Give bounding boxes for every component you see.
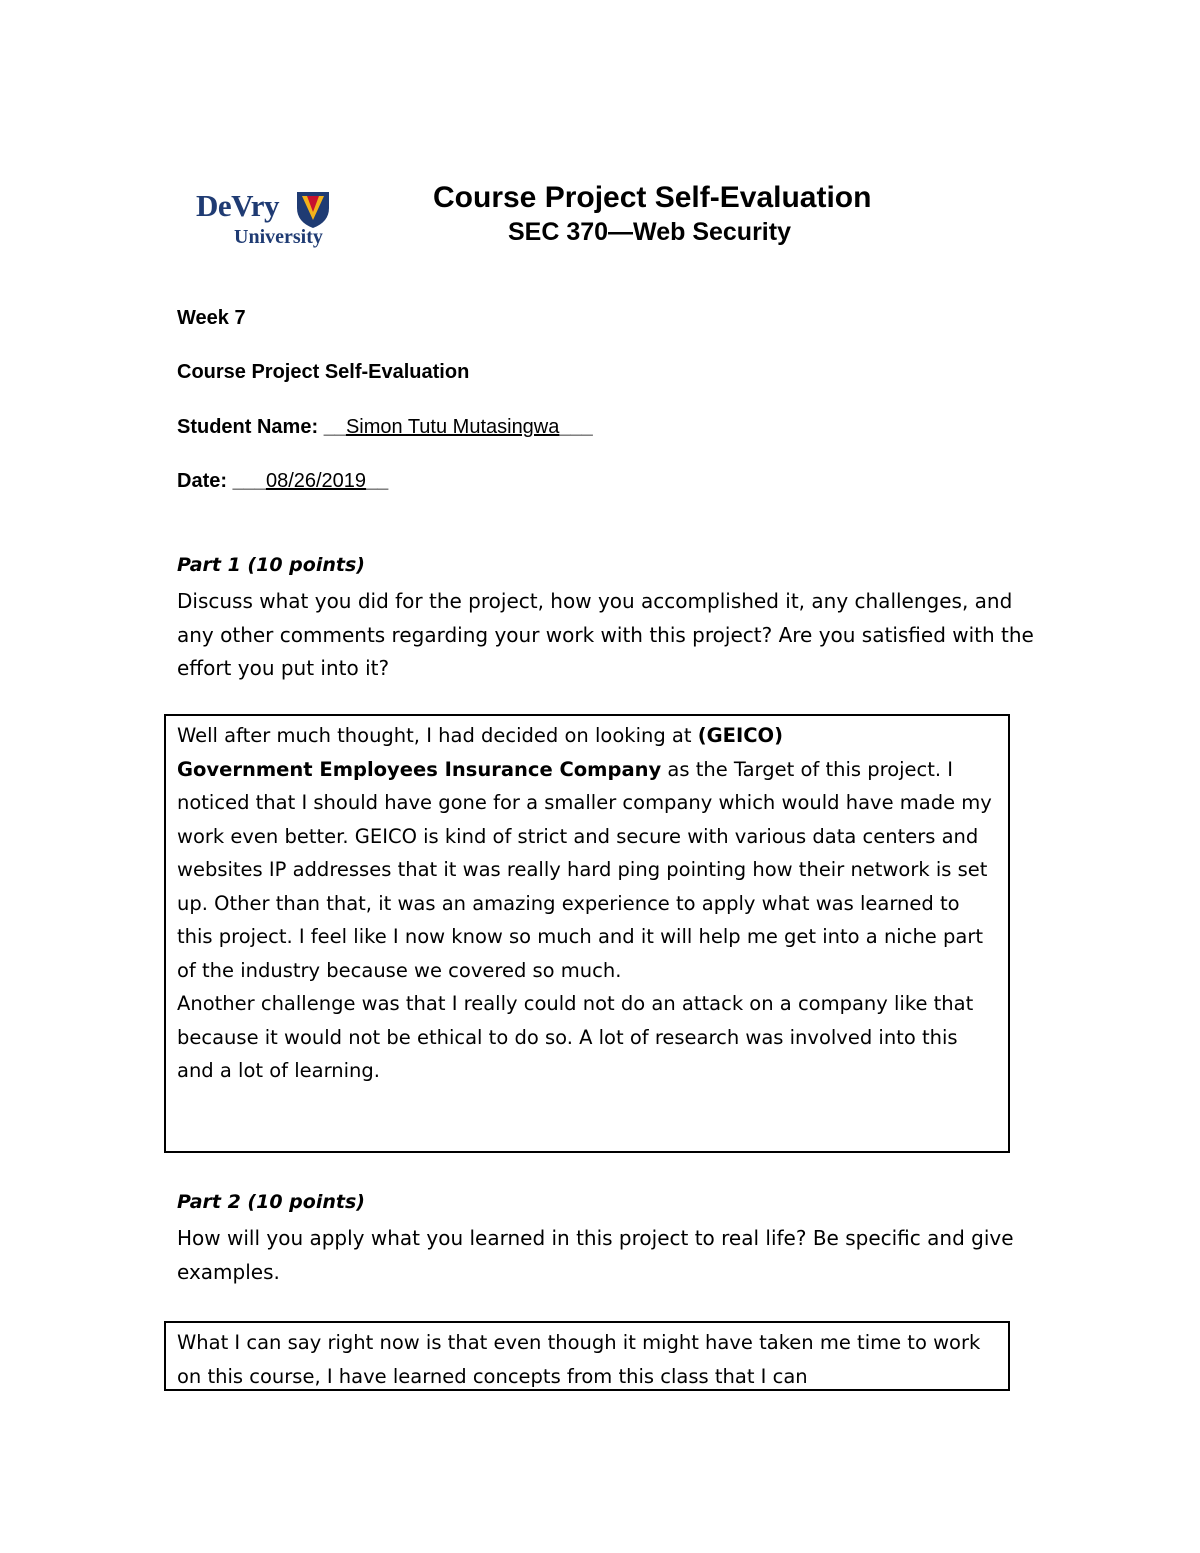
date-label: Date: (177, 470, 233, 492)
week-label (177, 307, 246, 330)
shield-icon (295, 190, 331, 230)
part2-prompt: How will you apply what you learned in this project to real life? Be specific and give examples. (177, 1226, 1014, 1284)
part1-answer-body: as the Target of this project. I noticed that I should have gone for a smaller company which would have made my work even better. GEICO is kind of strict and secure with various data centers and websites IP addresses that it was really hard ping pointing how their network is set up. Other than that, it was an amazing experience to apply what was learned to this project. I feel like I now know so much and it will help me get into a niche part of the industry because we covered so much. (177, 757, 992, 982)
doc-title-text: Course Project Self-Evaluation (177, 361, 470, 383)
part1-answer-company: Government Employees Insurance Company (177, 757, 662, 781)
part1-heading: Part 1 (10 points) (177, 554, 365, 576)
part2-answer-paragraph: What I can say right now is that even though it might have taken me time to work on this course, I have learned concepts from this class that I can (177, 1331, 981, 1388)
date-blank-post: __ (366, 470, 389, 492)
date-blank-pre: ___ (232, 470, 266, 492)
student-name-blank-pre: __ (323, 416, 346, 438)
part1-answer-acronym: (GEICO) (697, 724, 784, 747)
part2-heading: Part 2 (10 points) (177, 1191, 365, 1213)
part1-answer-paragraph-2: Another challenge was that I really could not do an attack on a company like that because it would not be ethical to do so. A lot of research was involved into this and a lot of learning. (177, 992, 974, 1082)
date-value: 08/26/2019 (265, 470, 367, 492)
student-name-blank-post: ___ (559, 416, 593, 438)
doc-title-label (177, 361, 469, 384)
devry-logo (196, 188, 346, 258)
student-name-field (177, 416, 593, 439)
part1-prompt: Discuss what you did for the project, how you accomplished it, any challenges, and any other comments regarding your work with this project? Are you satisfied with the effort you put into it? (177, 589, 1034, 680)
part1-answer-box (164, 714, 1010, 1153)
part2-answer-box (164, 1321, 1010, 1391)
document-title: Course Project Self-Evaluation (433, 181, 872, 214)
part1-answer-paragraph (177, 719, 998, 987)
student-name-label: Student Name: (177, 416, 324, 438)
course-subtitle: SEC 370—Web Security (508, 218, 791, 246)
date-field (177, 470, 388, 493)
week-text: Week 7 (177, 307, 246, 329)
part1-answer-intro: Well after much thought, I had decided on looking at (177, 724, 698, 747)
student-name-value: Simon Tutu Mutasingwa (345, 416, 560, 438)
logo-subtext: University (234, 226, 323, 248)
logo-wordmark: DeVry (196, 188, 279, 223)
